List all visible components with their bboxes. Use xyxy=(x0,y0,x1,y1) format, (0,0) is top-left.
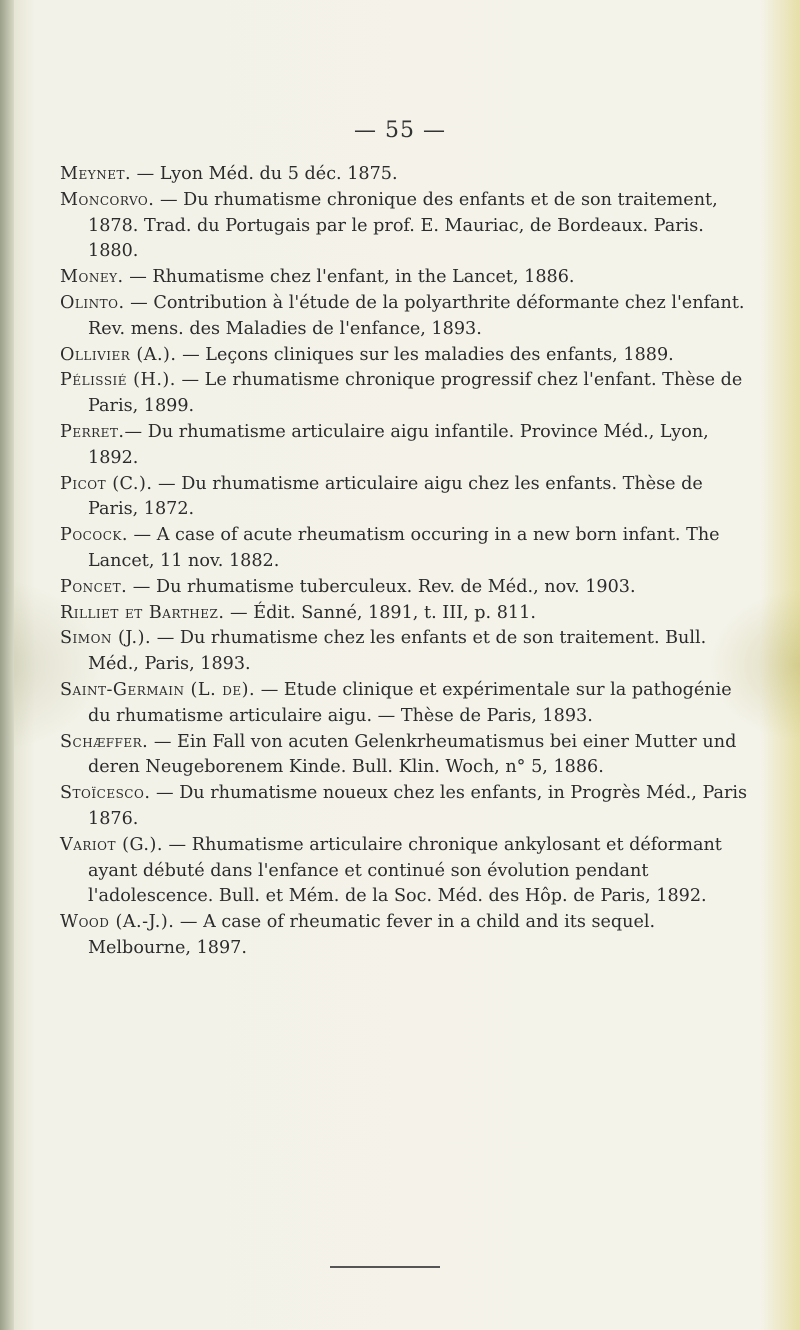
entry-author: Rilliet et Barthez. xyxy=(60,602,225,623)
entry-text: — Le rhumatisme chronique progressif chez l'enfant. Thèse de Paris, 1899. xyxy=(88,370,743,417)
entry-author: Simon (J.). xyxy=(60,628,152,649)
entry-text: — Rhumatisme articulaire chronique ankylosant et déformant ayant débuté dans l'enfance et continué son évolution pendant l'adolescence. Bull. et Mém. de la Soc. Méd. des Hôp. de Paris, 1892. xyxy=(88,834,722,907)
bibliography-entry xyxy=(60,472,750,524)
entry-author: Picot (C.). xyxy=(60,473,153,494)
entry-author: Pélissié (H.). xyxy=(60,370,176,391)
entry-text: — A case of rheumatic fever in a child and its sequel. Melbourne, 1897. xyxy=(88,912,656,958)
bibliography-entry xyxy=(60,833,750,910)
entry-author: Moncorvo. xyxy=(60,189,155,210)
entry-text: — Rhumatisme chez l'enfant, in the Lancet, 1886. xyxy=(123,267,575,288)
bibliography-entry xyxy=(60,730,750,782)
page-number: — 55 — xyxy=(354,118,446,143)
entry-author: Meynet. xyxy=(60,164,132,184)
entry-author: Pocock. xyxy=(60,525,128,546)
entry-text: — Édit. Sanné, 1891, t. III, p. 811. xyxy=(224,602,536,623)
bibliography-entry xyxy=(60,343,750,369)
entry-text: — Ein Fall von acuten Gelenkrheumatismus bei einer Mutter und deren Neugeborenem Kinde. Bull. Klin. Woch, n° 5, 1886. xyxy=(88,731,737,778)
entry-author: Stoïcesco. xyxy=(60,783,151,804)
entry-author: Ollivier (A.). xyxy=(60,344,177,365)
bibliography-entry xyxy=(60,575,750,601)
entry-text: — Du rhumatisme chez les enfants et de son traitement. Bull. Méd., Paris, 1893. xyxy=(88,628,707,675)
entry-text: — Du rhumatisme noueux chez les enfants, in Progrès Méd., Paris 1876. xyxy=(88,783,748,829)
bibliography-entry xyxy=(60,368,750,420)
bibliography-entry xyxy=(60,188,750,265)
entry-author: Olinto. xyxy=(60,292,125,313)
entry-text: — Du rhumatisme chronique des enfants et de son traitement, 1878. Trad. du Portugais par le prof. E. Mauriac, de Bordeaux. Paris. 1880. xyxy=(88,189,718,262)
bibliography-entry xyxy=(60,781,750,833)
bibliography-entry xyxy=(60,265,750,291)
entry-text: — A case of acute rheumatism occuring in a new born infant. The Lancet, 11 nov. 1882. xyxy=(88,525,720,571)
bibliography-entry xyxy=(60,910,750,962)
entry-text: — Contribution à l'étude de la polyarthrite déformante chez l'enfant. Rev. mens. des Maladies de l'enfance, 1893. xyxy=(88,292,745,339)
entry-author: Poncet. xyxy=(60,576,128,597)
entry-author: Money. xyxy=(60,267,124,288)
entry-text: — Du rhumatisme articulaire aigu infantile. Province Méd., Lyon, 1892. xyxy=(88,421,709,468)
bibliography-list xyxy=(60,162,750,962)
bibliography-entry xyxy=(60,420,750,472)
entry-text: — Du rhumatisme tuberculeux. Rev. de Méd., nov. 1903. xyxy=(127,576,636,597)
bibliography-entry xyxy=(60,291,750,343)
entry-author: Variot (G.). xyxy=(60,834,163,855)
entry-text: — Du rhumatisme articulaire aigu chez les enfants. Thèse de Paris, 1872. xyxy=(88,473,703,520)
bibliography-entry xyxy=(60,678,750,730)
entry-author: Schæffer. xyxy=(60,731,149,752)
page-spine-shadow xyxy=(0,0,14,1330)
entry-text: — Leçons cliniques sur les maladies des enfants, 1889. xyxy=(176,344,674,365)
entry-author: Saint-Germain (L. de). xyxy=(60,679,256,700)
entry-text: — Etude clinique et expérimentale sur la pathogénie du rhumatisme articulaire aigu. — Thèse de Paris, 1893. xyxy=(88,679,732,726)
entry-author: Wood (A.-J.). xyxy=(60,912,175,933)
entry-author: Perret. xyxy=(60,421,125,442)
bibliography-entry xyxy=(60,626,750,678)
bibliography-entry xyxy=(60,601,750,627)
bibliography-entry xyxy=(60,523,750,575)
entry-text: — Lyon Méd. du 5 déc. 1875. xyxy=(131,164,398,184)
end-rule-divider xyxy=(330,1266,440,1268)
bibliography-entry xyxy=(60,162,750,188)
